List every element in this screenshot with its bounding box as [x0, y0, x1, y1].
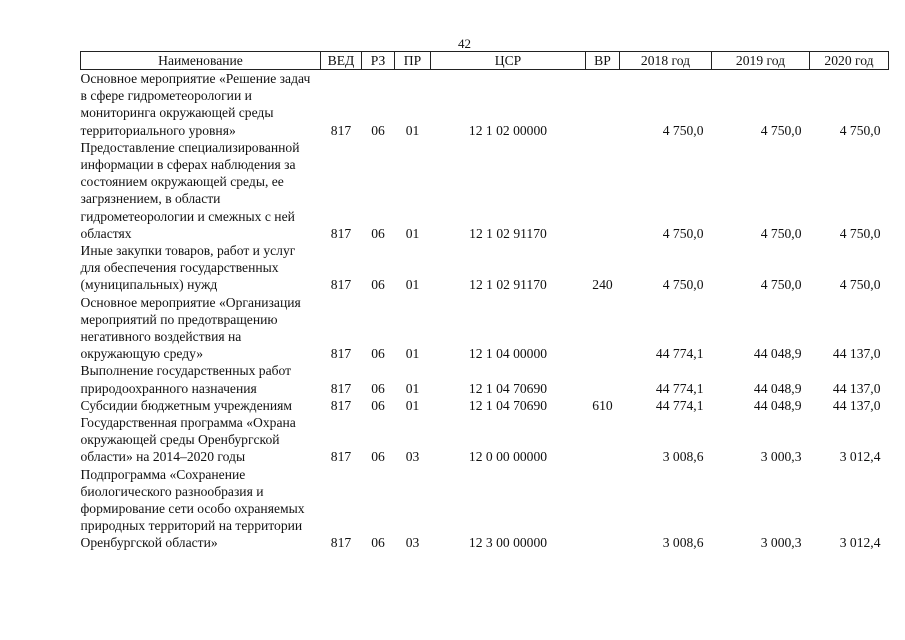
- row-rz: 06: [371, 380, 385, 396]
- row-name: Иные закупки товаров, работ и услуг для обеспечения государственных (муниципальных) нужд: [80, 243, 296, 293]
- row-2018: 3 008,6: [662, 449, 704, 465]
- row-pr: 03: [405, 449, 420, 465]
- row-2020: 3 012,4: [839, 449, 881, 465]
- header-rz: РЗ: [362, 52, 395, 70]
- header-vr: ВР: [586, 52, 620, 70]
- row-name: Государственная программа «Охрана окружающей среды Оренбургской области» на 2014–2020 годы: [80, 415, 296, 465]
- row-vr: [586, 139, 620, 242]
- row-csr: 12 0 00 00000: [468, 449, 548, 465]
- row-2019: 44 048,9: [753, 346, 802, 362]
- row-name: Подпрограмма «Сохранение биологического разнообразия и формирование сети особо охраняемых природных территорий на территории Оренбургской области»: [80, 466, 305, 551]
- budget-table: [80, 51, 889, 552]
- row-rz: 06: [371, 535, 385, 551]
- row-ved: 817: [330, 449, 352, 465]
- row-2019: 4 750,0: [760, 277, 802, 293]
- row-pr: 01: [405, 346, 420, 362]
- row-rz: 06: [371, 449, 385, 465]
- row-ved: 817: [330, 397, 352, 413]
- row-ved: 817: [330, 380, 352, 396]
- row-name: Предоставление специализированной информации в сферах наблюдения за состоянием окружающей среды, ее загрязнением, в области гидрометеорологии и смежных с ней областях: [80, 139, 300, 241]
- row-2020: 3 012,4: [839, 535, 881, 551]
- row-2018: 4 750,0: [662, 277, 704, 293]
- row-2018: 44 774,1: [655, 380, 704, 396]
- row-vr: 610: [592, 397, 613, 413]
- row-ved: 817: [330, 122, 352, 138]
- row-pr: 01: [405, 277, 420, 293]
- row-pr: 01: [405, 122, 420, 138]
- row-ved: 817: [330, 277, 352, 293]
- row-csr: 12 1 04 70690: [468, 397, 548, 413]
- row-rz: 06: [371, 346, 385, 362]
- row-vr: [586, 414, 620, 466]
- row-pr: 01: [405, 397, 420, 413]
- row-rz: 06: [371, 225, 385, 241]
- table-row: [81, 466, 889, 552]
- row-vr: 240: [592, 277, 613, 293]
- row-csr: 12 1 04 70690: [468, 380, 548, 396]
- row-2019: 44 048,9: [753, 397, 802, 413]
- row-2019: 4 750,0: [760, 122, 802, 138]
- row-vr: [586, 466, 620, 552]
- row-2020: 44 137,0: [832, 380, 881, 396]
- row-name: Выполнение государственных работ природоохранного назначения: [80, 363, 292, 396]
- table-header: [81, 52, 889, 70]
- table-row: [81, 294, 889, 363]
- table-row: [81, 242, 889, 294]
- page-number: 42: [458, 36, 471, 51]
- header-2020: 2020 год: [810, 52, 889, 70]
- table-row: [81, 414, 889, 466]
- row-ved: 817: [330, 535, 352, 551]
- table-row: [81, 139, 889, 242]
- row-2018: 4 750,0: [662, 225, 704, 241]
- row-2020: 4 750,0: [839, 122, 881, 138]
- row-name: Основное мероприятие «Организация мероприятий по предотвращению негативного воздействия на окружающую среду»: [80, 294, 301, 362]
- row-2020: 4 750,0: [839, 277, 881, 293]
- header-csr: ЦСР: [431, 52, 586, 70]
- row-ved: 817: [330, 225, 352, 241]
- row-2018: 3 008,6: [662, 535, 704, 551]
- row-ved: 817: [330, 346, 352, 362]
- row-csr: 12 1 02 00000: [468, 122, 548, 138]
- row-rz: 06: [371, 122, 385, 138]
- row-name: Основное мероприятие «Решение задач в сфере гидрометеорологии и мониторинга окружающей среды территориального уровня»: [80, 71, 311, 138]
- row-rz: 06: [371, 277, 385, 293]
- row-name: Субсидии бюджетным учреждениям: [80, 397, 293, 413]
- row-2018: 44 774,1: [655, 346, 704, 362]
- header-2019: 2019 год: [712, 52, 810, 70]
- header-pr: ПР: [395, 52, 431, 70]
- row-rz: 06: [371, 397, 385, 413]
- header-2018: 2018 год: [620, 52, 712, 70]
- table-row: [81, 397, 889, 414]
- row-2019: 3 000,3: [760, 449, 802, 465]
- table-row: [81, 362, 889, 396]
- row-2020: 4 750,0: [839, 225, 881, 241]
- row-2019: 3 000,3: [760, 535, 802, 551]
- row-2020: 44 137,0: [832, 346, 881, 362]
- row-2019: 4 750,0: [760, 225, 802, 241]
- row-vr: [586, 362, 620, 396]
- table-row: [81, 70, 889, 139]
- row-vr: [586, 70, 620, 139]
- row-csr: 12 1 02 91170: [469, 225, 547, 241]
- row-csr: 12 3 00 00000: [468, 535, 548, 551]
- table-body: [81, 70, 889, 552]
- header-name: Наименование: [81, 52, 321, 70]
- row-2019: 44 048,9: [753, 380, 802, 396]
- row-pr: 01: [405, 380, 420, 396]
- row-2018: 44 774,1: [655, 397, 704, 413]
- row-pr: 01: [405, 225, 420, 241]
- row-csr: 12 1 04 00000: [468, 346, 548, 362]
- row-vr: [586, 294, 620, 363]
- header-ved: ВЕД: [321, 52, 362, 70]
- row-2020: 44 137,0: [832, 397, 881, 413]
- row-2018: 4 750,0: [662, 122, 704, 138]
- row-csr: 12 1 02 91170: [469, 277, 547, 293]
- row-pr: 03: [405, 535, 420, 551]
